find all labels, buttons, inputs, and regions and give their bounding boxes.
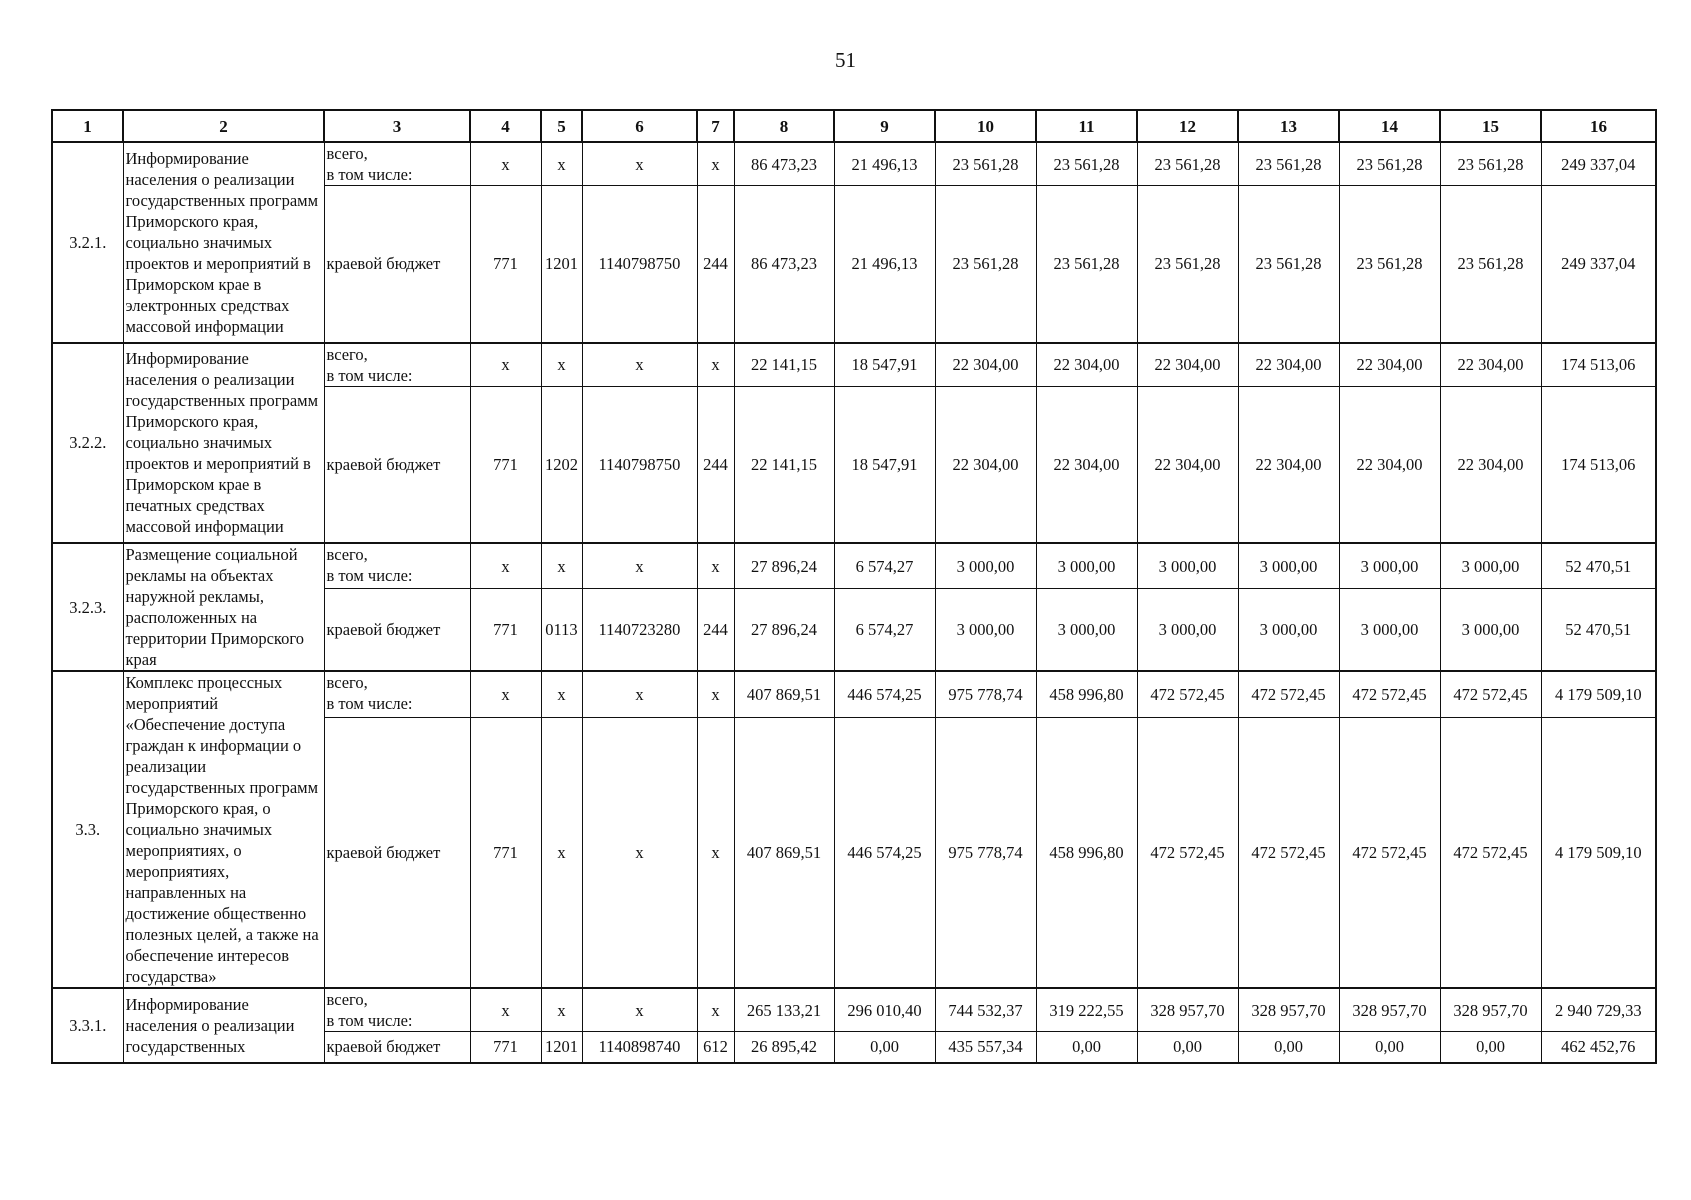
amount-col-9: 296 010,40 bbox=[834, 988, 935, 1032]
page-number: 51 bbox=[835, 48, 856, 72]
amount-col-15: 472 572,45 bbox=[1440, 671, 1541, 718]
section-code: x bbox=[541, 988, 582, 1032]
column-header-12: 12 bbox=[1137, 110, 1238, 142]
target-article-code: x bbox=[582, 142, 697, 186]
amount-col-14: 0,00 bbox=[1339, 1032, 1440, 1063]
section-code: x bbox=[541, 718, 582, 988]
amount-col-10: 22 304,00 bbox=[935, 343, 1036, 387]
expense-type-code: 244 bbox=[697, 186, 734, 343]
table-row-total bbox=[52, 142, 1656, 186]
section-code: x bbox=[541, 543, 582, 589]
amount-col-15: 3 000,00 bbox=[1440, 543, 1541, 589]
section-code: 1201 bbox=[541, 186, 582, 343]
amount-col-13: 23 561,28 bbox=[1238, 186, 1339, 343]
amount-col-11: 3 000,00 bbox=[1036, 589, 1137, 671]
measure-name: Комплекс процессных мероприятий «Обеспечение доступа граждан к информации о реализации государственных программ Приморского края, о социально значимых мероприятиях, о мероприятиях, направленных на достижение общественно полезных целей, а также на обеспечение интересов государства» bbox=[123, 671, 324, 988]
amount-col-9: 18 547,91 bbox=[834, 343, 935, 387]
amount-col-15: 328 957,70 bbox=[1440, 988, 1541, 1032]
target-article-code: x bbox=[582, 988, 697, 1032]
expense-type-code: 244 bbox=[697, 386, 734, 543]
ministry-code: 771 bbox=[470, 386, 541, 543]
amount-col-8: 86 473,23 bbox=[734, 142, 834, 186]
section-code: 1201 bbox=[541, 1032, 582, 1063]
amount-col-12: 3 000,00 bbox=[1137, 589, 1238, 671]
funding-source: всего, в том числе: bbox=[324, 543, 470, 589]
ministry-code: x bbox=[470, 543, 541, 589]
block-3-2-3 bbox=[52, 543, 1656, 671]
measure-name: Информирование населения о реализации государственных программ Приморского края, социально значимых проектов и мероприятий в Приморском крае в печатных средствах массовой информации bbox=[123, 343, 324, 544]
measure-name: Информирование населения о реализации государственных программ Приморского края, социально значимых проектов и мероприятий в Приморском крае в электронных средствах массовой информации bbox=[123, 142, 324, 343]
amount-col-12: 22 304,00 bbox=[1137, 386, 1238, 543]
amount-col-10: 3 000,00 bbox=[935, 543, 1036, 589]
amount-col-15: 3 000,00 bbox=[1440, 589, 1541, 671]
amount-col-13: 328 957,70 bbox=[1238, 988, 1339, 1032]
amount-col-12: 23 561,28 bbox=[1137, 186, 1238, 343]
amount-col-16: 174 513,06 bbox=[1541, 343, 1656, 387]
ministry-code: x bbox=[470, 671, 541, 718]
amount-col-13: 23 561,28 bbox=[1238, 142, 1339, 186]
measure-name: Размещение социальной рекламы на объектах наружной рекламы, расположенных на территории Приморского края bbox=[123, 543, 324, 671]
section-code: 1202 bbox=[541, 386, 582, 543]
amount-col-16: 249 337,04 bbox=[1541, 142, 1656, 186]
amount-col-11: 23 561,28 bbox=[1036, 142, 1137, 186]
table-row-total bbox=[52, 988, 1656, 1032]
target-article-code: 1140798750 bbox=[582, 186, 697, 343]
block-3-2-2 bbox=[52, 343, 1656, 544]
amount-col-16: 174 513,06 bbox=[1541, 386, 1656, 543]
amount-col-14: 23 561,28 bbox=[1339, 186, 1440, 343]
column-header-5: 5 bbox=[541, 110, 582, 142]
amount-col-13: 22 304,00 bbox=[1238, 386, 1339, 543]
amount-col-15: 22 304,00 bbox=[1440, 386, 1541, 543]
amount-col-16: 249 337,04 bbox=[1541, 186, 1656, 343]
measure-name: Информирование населения о реализации государственных bbox=[123, 988, 324, 1063]
column-header-8: 8 bbox=[734, 110, 834, 142]
amount-col-14: 3 000,00 bbox=[1339, 543, 1440, 589]
amount-col-12: 3 000,00 bbox=[1137, 543, 1238, 589]
block-3-2-1 bbox=[52, 142, 1656, 343]
table-row-total bbox=[52, 671, 1656, 718]
ministry-code: x bbox=[470, 988, 541, 1032]
amount-col-11: 3 000,00 bbox=[1036, 543, 1137, 589]
amount-col-15: 23 561,28 bbox=[1440, 186, 1541, 343]
amount-col-9: 18 547,91 bbox=[834, 386, 935, 543]
amount-col-15: 472 572,45 bbox=[1440, 718, 1541, 988]
funding-source: всего, в том числе: bbox=[324, 142, 470, 186]
column-header-10: 10 bbox=[935, 110, 1036, 142]
amount-col-11: 22 304,00 bbox=[1036, 386, 1137, 543]
amount-col-13: 0,00 bbox=[1238, 1032, 1339, 1063]
amount-col-14: 3 000,00 bbox=[1339, 589, 1440, 671]
ministry-code: 771 bbox=[470, 1032, 541, 1063]
expense-type-code: x bbox=[697, 543, 734, 589]
amount-col-12: 472 572,45 bbox=[1137, 718, 1238, 988]
amount-col-14: 472 572,45 bbox=[1339, 718, 1440, 988]
amount-col-8: 265 133,21 bbox=[734, 988, 834, 1032]
funding-source: краевой бюджет bbox=[324, 718, 470, 988]
amount-col-10: 23 561,28 bbox=[935, 186, 1036, 343]
amount-col-10: 744 532,37 bbox=[935, 988, 1036, 1032]
column-header-2: 2 bbox=[123, 110, 324, 142]
ministry-code: 771 bbox=[470, 589, 541, 671]
funding-source: краевой бюджет bbox=[324, 386, 470, 543]
section-code: 0113 bbox=[541, 589, 582, 671]
row-number: 3.2.1. bbox=[52, 142, 123, 343]
column-header-3: 3 bbox=[324, 110, 470, 142]
amount-col-9: 21 496,13 bbox=[834, 142, 935, 186]
amount-col-14: 328 957,70 bbox=[1339, 988, 1440, 1032]
ministry-code: 771 bbox=[470, 718, 541, 988]
amount-col-14: 22 304,00 bbox=[1339, 343, 1440, 387]
amount-col-9: 446 574,25 bbox=[834, 718, 935, 988]
funding-source: краевой бюджет bbox=[324, 1032, 470, 1063]
target-article-code: 1140798750 bbox=[582, 386, 697, 543]
block-3-3-1 bbox=[52, 988, 1656, 1063]
amount-col-9: 21 496,13 bbox=[834, 186, 935, 343]
amount-col-15: 22 304,00 bbox=[1440, 343, 1541, 387]
funding-source: всего, в том числе: bbox=[324, 343, 470, 387]
amount-col-10: 23 561,28 bbox=[935, 142, 1036, 186]
amount-col-12: 0,00 bbox=[1137, 1032, 1238, 1063]
target-article-code: x bbox=[582, 543, 697, 589]
row-number: 3.2.2. bbox=[52, 343, 123, 544]
expense-type-code: x bbox=[697, 343, 734, 387]
amount-col-8: 27 896,24 bbox=[734, 543, 834, 589]
amount-col-8: 407 869,51 bbox=[734, 718, 834, 988]
header-row bbox=[52, 110, 1656, 142]
column-header-11: 11 bbox=[1036, 110, 1137, 142]
amount-col-8: 22 141,15 bbox=[734, 343, 834, 387]
amount-col-14: 23 561,28 bbox=[1339, 142, 1440, 186]
amount-col-14: 472 572,45 bbox=[1339, 671, 1440, 718]
table-row-total bbox=[52, 343, 1656, 387]
column-header-7: 7 bbox=[697, 110, 734, 142]
ministry-code: 771 bbox=[470, 186, 541, 343]
amount-col-11: 319 222,55 bbox=[1036, 988, 1137, 1032]
table-row-total bbox=[52, 543, 1656, 589]
amount-col-10: 435 557,34 bbox=[935, 1032, 1036, 1063]
funding-source: всего, в том числе: bbox=[324, 671, 470, 718]
column-header-6: 6 bbox=[582, 110, 697, 142]
amount-col-9: 6 574,27 bbox=[834, 589, 935, 671]
block-3-3 bbox=[52, 671, 1656, 988]
amount-col-10: 975 778,74 bbox=[935, 671, 1036, 718]
amount-col-15: 23 561,28 bbox=[1440, 142, 1541, 186]
amount-col-16: 462 452,76 bbox=[1541, 1032, 1656, 1063]
amount-col-16: 2 940 729,33 bbox=[1541, 988, 1656, 1032]
amount-col-11: 458 996,80 bbox=[1036, 718, 1137, 988]
target-article-code: x bbox=[582, 671, 697, 718]
section-code: x bbox=[541, 142, 582, 186]
target-article-code: x bbox=[582, 718, 697, 988]
target-article-code: 1140723280 bbox=[582, 589, 697, 671]
amount-col-16: 4 179 509,10 bbox=[1541, 671, 1656, 718]
amount-col-11: 23 561,28 bbox=[1036, 186, 1137, 343]
column-header-4: 4 bbox=[470, 110, 541, 142]
row-number: 3.2.3. bbox=[52, 543, 123, 671]
funding-source: краевой бюджет bbox=[324, 186, 470, 343]
amount-col-13: 472 572,45 bbox=[1238, 671, 1339, 718]
amount-col-13: 3 000,00 bbox=[1238, 543, 1339, 589]
amount-col-12: 23 561,28 bbox=[1137, 142, 1238, 186]
amount-col-8: 26 895,42 bbox=[734, 1032, 834, 1063]
section-code: x bbox=[541, 671, 582, 718]
funding-source: краевой бюджет bbox=[324, 589, 470, 671]
expense-type-code: 244 bbox=[697, 589, 734, 671]
amount-col-9: 6 574,27 bbox=[834, 543, 935, 589]
expense-type-code: x bbox=[697, 718, 734, 988]
column-header-1: 1 bbox=[52, 110, 123, 142]
amount-col-8: 27 896,24 bbox=[734, 589, 834, 671]
amount-col-15: 0,00 bbox=[1440, 1032, 1541, 1063]
amount-col-12: 22 304,00 bbox=[1137, 343, 1238, 387]
amount-col-9: 446 574,25 bbox=[834, 671, 935, 718]
column-header-16: 16 bbox=[1541, 110, 1656, 142]
column-header-9: 9 bbox=[834, 110, 935, 142]
amount-col-9: 0,00 bbox=[834, 1032, 935, 1063]
amount-col-8: 407 869,51 bbox=[734, 671, 834, 718]
amount-col-14: 22 304,00 bbox=[1339, 386, 1440, 543]
target-article-code: x bbox=[582, 343, 697, 387]
amount-col-8: 22 141,15 bbox=[734, 386, 834, 543]
amount-col-13: 3 000,00 bbox=[1238, 589, 1339, 671]
amount-col-8: 86 473,23 bbox=[734, 186, 834, 343]
amount-col-13: 472 572,45 bbox=[1238, 718, 1339, 988]
amount-col-13: 22 304,00 bbox=[1238, 343, 1339, 387]
row-number: 3.3.1. bbox=[52, 988, 123, 1063]
amount-col-10: 3 000,00 bbox=[935, 589, 1036, 671]
expense-type-code: x bbox=[697, 142, 734, 186]
column-header-15: 15 bbox=[1440, 110, 1541, 142]
amount-col-16: 52 470,51 bbox=[1541, 543, 1656, 589]
column-header-14: 14 bbox=[1339, 110, 1440, 142]
section-code: x bbox=[541, 343, 582, 387]
amount-col-11: 458 996,80 bbox=[1036, 671, 1137, 718]
amount-col-12: 472 572,45 bbox=[1137, 671, 1238, 718]
amount-col-11: 0,00 bbox=[1036, 1032, 1137, 1063]
budget-table bbox=[51, 109, 1657, 1064]
amount-col-10: 975 778,74 bbox=[935, 718, 1036, 988]
expense-type-code: x bbox=[697, 671, 734, 718]
funding-source: всего, в том числе: bbox=[324, 988, 470, 1032]
amount-col-10: 22 304,00 bbox=[935, 386, 1036, 543]
expense-type-code: 612 bbox=[697, 1032, 734, 1063]
table-header bbox=[52, 110, 1656, 142]
amount-col-11: 22 304,00 bbox=[1036, 343, 1137, 387]
row-number: 3.3. bbox=[52, 671, 123, 988]
column-header-13: 13 bbox=[1238, 110, 1339, 142]
amount-col-16: 52 470,51 bbox=[1541, 589, 1656, 671]
target-article-code: 1140898740 bbox=[582, 1032, 697, 1063]
amount-col-16: 4 179 509,10 bbox=[1541, 718, 1656, 988]
ministry-code: x bbox=[470, 343, 541, 387]
ministry-code: x bbox=[470, 142, 541, 186]
amount-col-12: 328 957,70 bbox=[1137, 988, 1238, 1032]
expense-type-code: x bbox=[697, 988, 734, 1032]
